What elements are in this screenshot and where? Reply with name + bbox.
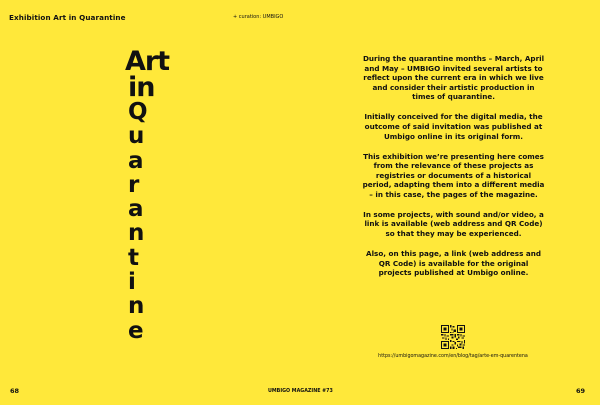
title-letter: u — [128, 123, 145, 150]
magazine-issue: UMBIGO MAGAZINE #73 — [268, 389, 333, 394]
page-number-left: 68 — [10, 387, 20, 395]
title-letter: Q — [128, 99, 148, 125]
curation-credit: + curation: UMBIGO — [233, 14, 284, 20]
paragraph: This exhibition we’re presenting here comes from the relevance of these projects as registries or documents of a historical period, adapting them into a different media – in this case, the pages of the magazine. — [362, 151, 545, 199]
qr-code-icon[interactable] — [441, 325, 465, 349]
section-title: Exhibition Art in Quarantine — [9, 13, 126, 22]
paragraph: In some projects, with sound and/or video, a link is available (web address and QR Code) so that they may be experienced. — [363, 209, 544, 239]
title-letter: t — [128, 244, 139, 271]
title-letter: n — [128, 220, 145, 247]
title-letter: r — [128, 171, 140, 198]
vertical-title — [118, 48, 176, 343]
paragraph: Also, on this page, a link (web address and QR Code) is available for the original projects published at Umbigo online. — [366, 249, 541, 278]
paragraph: During the quarantine months – March, April and May – UMBIGO invited several artists to reflect upon the current era in which we live and consider their artistic production in times of quarantine. — [362, 54, 545, 102]
title-word-art: Art — [124, 46, 170, 77]
title-letter: n — [128, 293, 145, 320]
paragraph: Initially conceived for the digital media, the outcome of said invitation was published at Umbigo online in its original form. — [364, 112, 543, 141]
web-link[interactable]: https://umbigomagazine.com/en/blog/tag/arte-em-quarentena — [378, 354, 528, 359]
title-word-in: in — [128, 72, 155, 103]
title-letter: i — [128, 269, 136, 296]
title-letter: a — [128, 147, 144, 174]
title-letter: a — [128, 196, 144, 223]
page-number-right: 69 — [576, 387, 586, 395]
intro-text — [361, 54, 546, 288]
title-letter: e — [128, 317, 144, 344]
